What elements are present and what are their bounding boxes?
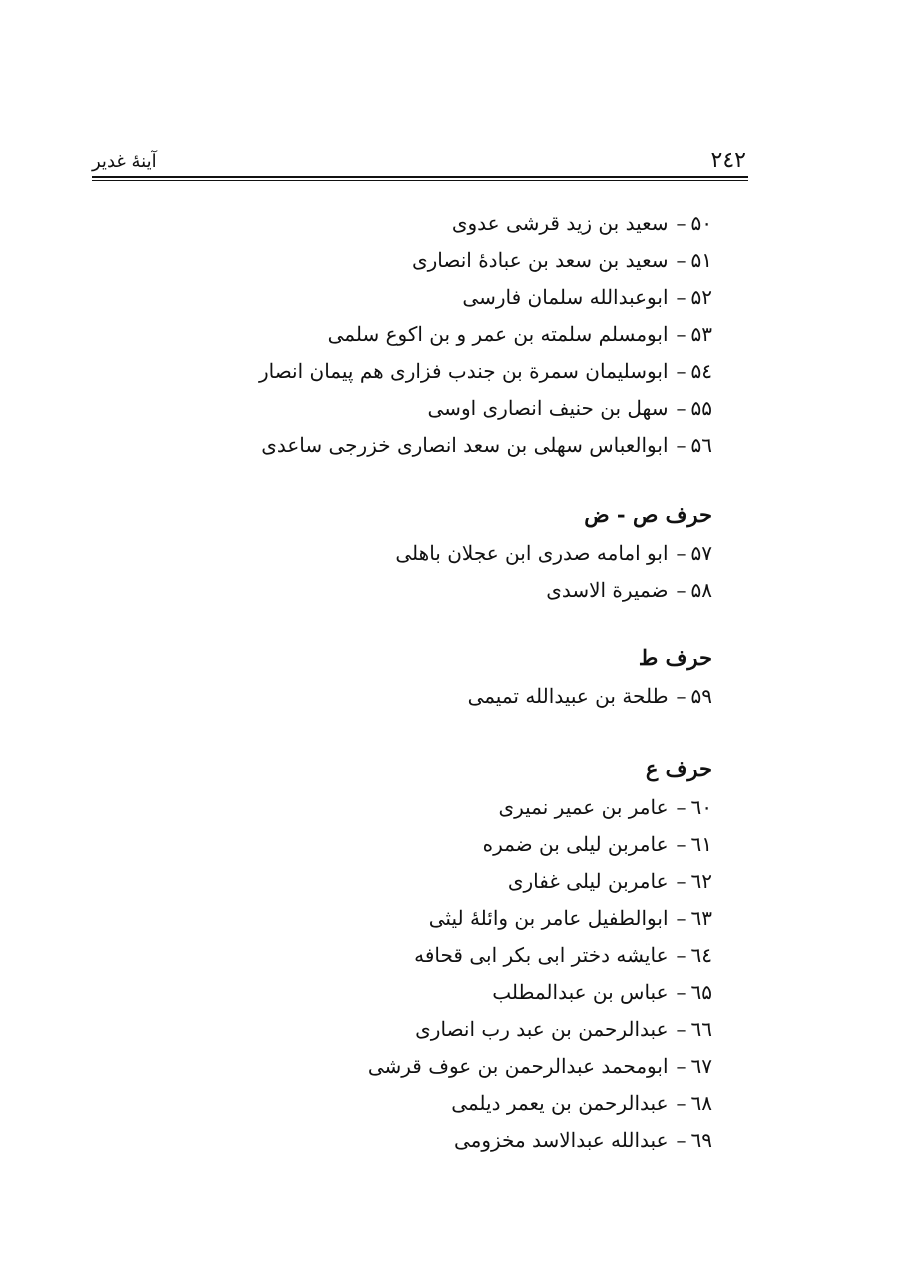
entry-dash: – (676, 832, 687, 856)
list-entry (242, 1122, 712, 1159)
entry-number: ۵۰ (690, 211, 712, 235)
entry-dash: – (676, 285, 687, 309)
entry-dash: – (676, 980, 687, 1004)
entry-dash: – (676, 869, 687, 893)
entry-name: ابوالعباس سهلی بن سعد انصاری خزرجی ساعدی (261, 433, 669, 457)
entry-dash: – (676, 795, 687, 819)
entry-number: ٦۲ (690, 869, 712, 893)
entry-number: ٦۹ (690, 1128, 712, 1152)
list-entry (242, 242, 712, 279)
entry-name: عبدالرحمن بن يعمر ديلمی (451, 1091, 669, 1115)
entry-number: ۵۵ (690, 396, 712, 420)
list-entry (242, 427, 712, 464)
list-entry (242, 390, 712, 427)
entry-name: عامر بن عمير نميری (498, 795, 669, 819)
name-list (242, 205, 712, 1159)
entry-name: ابوعبدالله سلمان فارسی (462, 285, 669, 309)
entry-name: ابومسلم سلمته بن عمر و بن اکوع سلمی (327, 322, 669, 346)
list-entry (242, 678, 712, 715)
entry-number: ٦۵ (690, 980, 712, 1004)
entry-name: ضميرة الاسدی (546, 578, 669, 602)
list-entry (242, 572, 712, 609)
list-entry (242, 1048, 712, 1085)
entry-name: ابوسليمان سمرة بن جندب فزاری هم پيمان انصار (258, 359, 669, 383)
list-entry (242, 535, 712, 572)
list-entry (242, 316, 712, 353)
entry-name: ابو امامه صدری ابن عجلان باهلی (395, 541, 669, 565)
section-heading: حرف ع (645, 756, 712, 781)
entry-number: ۵۷ (690, 541, 712, 565)
entry-dash: – (676, 433, 687, 457)
section-heading: حرف ط (638, 645, 712, 670)
page-number: ۲٤۲ (710, 148, 746, 173)
entry-dash: – (676, 1091, 687, 1115)
list-entry (242, 826, 712, 863)
entry-dash: – (676, 1128, 687, 1152)
list-entry (242, 974, 712, 1011)
entry-number: ۵۹ (690, 684, 712, 708)
entry-dash: – (676, 943, 687, 967)
entry-dash: – (676, 541, 687, 565)
entry-name: سعيد بن سعد بن عبادۀ انصاری (411, 248, 669, 272)
entry-number: ٦۰ (690, 795, 712, 819)
list-entry (242, 900, 712, 937)
entry-dash: – (676, 396, 687, 420)
entry-number: ۵۳ (690, 322, 712, 346)
entry-number: ۵٤ (690, 359, 712, 383)
entry-group-1 (242, 205, 712, 464)
entry-dash: – (676, 1054, 687, 1078)
entry-dash: – (676, 1017, 687, 1041)
book-title: آينۀ غدير (92, 151, 157, 172)
list-entry (242, 937, 712, 974)
entry-number: ٦۱ (690, 832, 712, 856)
entry-number: ۵۲ (690, 285, 712, 309)
entry-dash: – (676, 248, 687, 272)
entry-name: عباس بن عبدالمطلب (492, 980, 669, 1004)
entry-name: عامربن ليلی بن ضمره (482, 832, 669, 856)
entry-name: ابوالطفيل عامر بن وائلۀ ليثی (428, 906, 669, 930)
list-entry (242, 353, 712, 390)
entry-number: ۵۸ (690, 578, 712, 602)
entry-dash: – (676, 578, 687, 602)
entry-dash: – (676, 684, 687, 708)
entry-name: عامربن ليلی غفاری (507, 869, 669, 893)
entry-dash: – (676, 906, 687, 930)
entry-dash: – (676, 322, 687, 346)
running-header (92, 148, 748, 174)
entry-name: عبدالرحمن بن عبد رب انصاری (415, 1017, 669, 1041)
section-sad-zad (242, 495, 712, 609)
list-entry (242, 789, 712, 826)
section-heading: حرف ص - ض (584, 502, 712, 527)
header-rule-thin (92, 180, 748, 181)
list-entry (242, 205, 712, 242)
entry-number: ٦٦ (690, 1017, 712, 1041)
entry-dash: – (676, 359, 687, 383)
entry-number: ٦٤ (690, 943, 712, 967)
section-ain (242, 749, 712, 1159)
list-entry (242, 279, 712, 316)
entry-name: عايشه دختر ابی بکر ابی قحافه (414, 943, 669, 967)
entry-number: ٦۳ (690, 906, 712, 930)
entry-number: ٦۸ (690, 1091, 712, 1115)
list-entry (242, 863, 712, 900)
list-entry (242, 1085, 712, 1122)
entry-name: طلحة بن عبيدالله تميمی (467, 684, 669, 708)
entry-number: ٦۷ (690, 1054, 712, 1078)
entry-number: ۵٦ (690, 433, 712, 457)
entry-name: عبدالله عبدالاسد مخزومی (453, 1128, 669, 1152)
section-ta (242, 638, 712, 715)
list-entry (242, 1011, 712, 1048)
entry-name: سهل بن حنيف انصاری اوسی (427, 396, 669, 420)
entry-name: ابومحمد عبدالرحمن بن عوف قرشی (367, 1054, 669, 1078)
header-rule-thick (92, 176, 748, 178)
entry-name: سعيد بن زيد قرشی عدوی (451, 211, 669, 235)
entry-number: ۵۱ (690, 248, 712, 272)
entry-dash: – (676, 211, 687, 235)
